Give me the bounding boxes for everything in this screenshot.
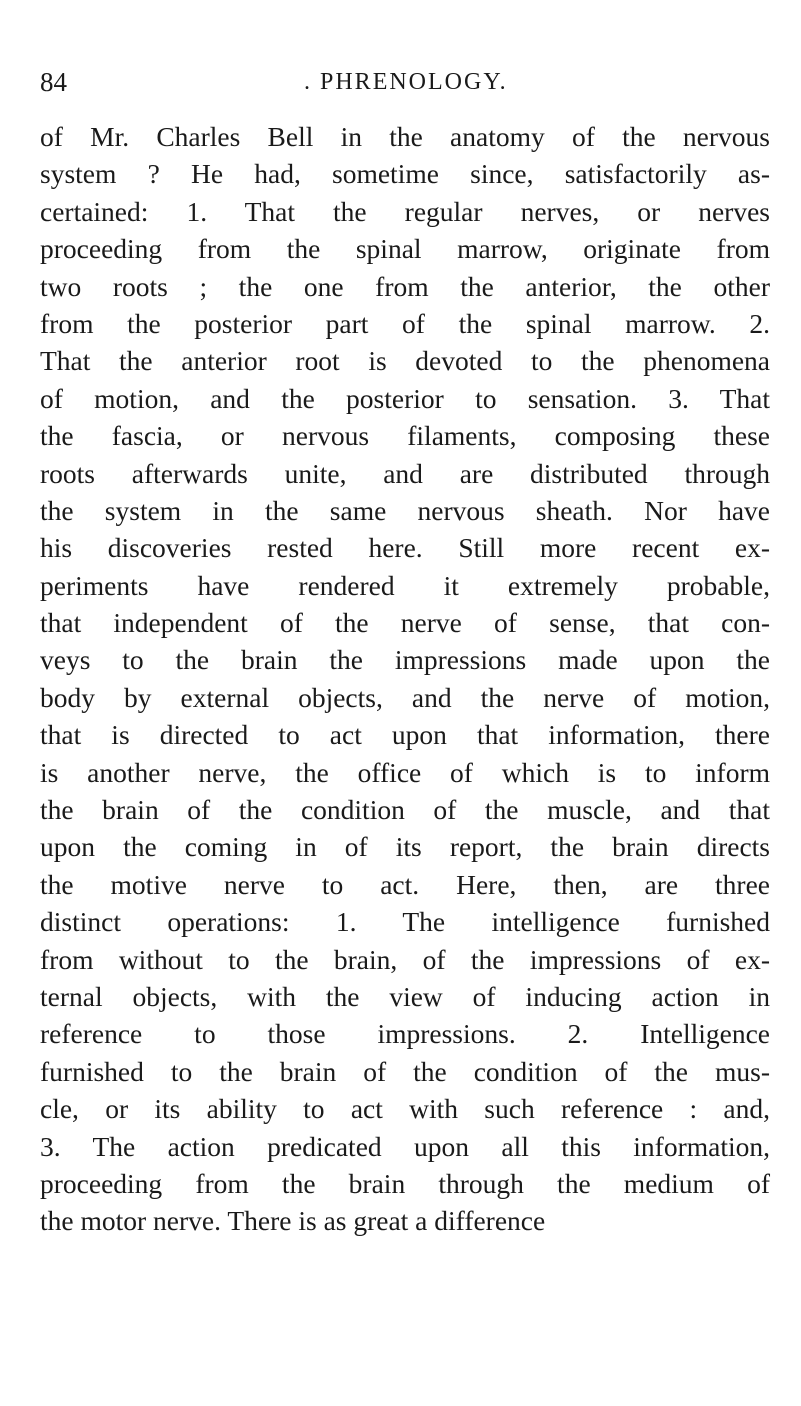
body-text xyxy=(40,118,770,1240)
text-line: ternal objects, with the view of inducing action in xyxy=(40,980,770,1012)
text-line: veys to the brain the impressions made upon the xyxy=(40,644,770,676)
text-line: from the posterior part of the spinal marrow. 2. xyxy=(40,307,770,339)
text-line: cle, or its ability to act with such reference : and, xyxy=(40,1093,770,1125)
text-line: system ? He had, sometime since, satisfactorily as- xyxy=(40,158,770,190)
text-line: the motive nerve to act. Here, then, are three xyxy=(40,868,770,900)
text-line: of motion, and the posterior to sensation. 3. That xyxy=(40,382,770,414)
text-line: the brain of the condition of the muscle, and that xyxy=(40,794,770,826)
text-line: the motor nerve. There is as great a difference xyxy=(40,1205,546,1237)
text-line: upon the coming in of its report, the brain directs xyxy=(40,831,770,863)
running-head xyxy=(40,62,760,102)
text-line: proceeding from the spinal marrow, originate from xyxy=(40,233,770,265)
text-line: proceeding from the brain through the medium of xyxy=(40,1167,770,1199)
text-line: is another nerve, the office of which is to inform xyxy=(40,756,770,788)
text-line: distinct operations: 1. The intelligence furnished xyxy=(40,906,770,938)
text-line: the system in the same nervous sheath. Nor have xyxy=(40,494,770,526)
text-line: reference to those impressions. 2. Intelligence xyxy=(40,1018,770,1050)
page-number: 84 xyxy=(40,67,67,97)
text-line: the fascia, or nervous filaments, composing these xyxy=(40,420,770,452)
text-line: roots afterwards unite, and are distributed through xyxy=(40,457,770,489)
text-line: that independent of the nerve of sense, that con- xyxy=(40,607,770,639)
text-line: that is directed to act upon that information, there xyxy=(40,719,770,751)
text-line: two roots ; the one from the anterior, the other xyxy=(40,270,770,302)
text-line: from without to the brain, of the impressions of ex- xyxy=(40,943,770,975)
text-line: periments have rendered it extremely probable, xyxy=(40,569,770,601)
text-line: body by external objects, and the nerve of motion, xyxy=(40,681,770,713)
text-line: of Mr. Charles Bell in the anatomy of the nervous xyxy=(40,121,770,152)
running-title: . PHRENOLOGY. xyxy=(304,69,508,95)
text-line: furnished to the brain of the condition of the mus- xyxy=(40,1055,770,1087)
text-line: That the anterior root is devoted to the phenomena xyxy=(40,345,770,377)
text-line: 3. The action predicated upon all this information, xyxy=(40,1130,770,1162)
text-line: certained: 1. That the regular nerves, or nerves xyxy=(40,195,770,227)
text-line: his discoveries rested here. Still more recent ex- xyxy=(40,532,770,564)
